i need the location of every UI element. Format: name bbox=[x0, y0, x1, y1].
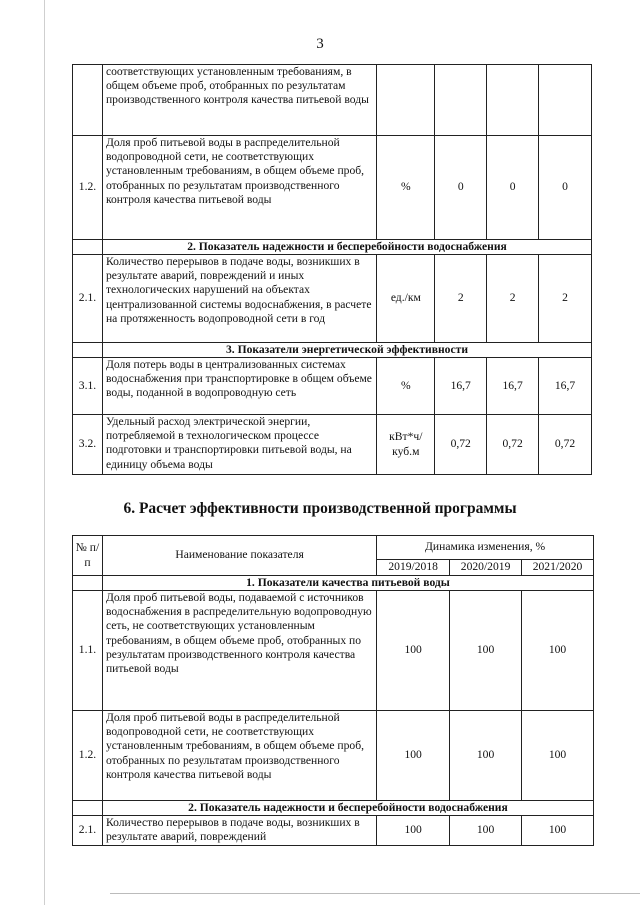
value-cell: 0,72 bbox=[487, 415, 539, 475]
value-cell: 100 bbox=[450, 591, 522, 711]
value-cell bbox=[487, 65, 539, 136]
header-dynamics: Динамика изменения, % bbox=[377, 536, 594, 560]
unit-cell bbox=[377, 65, 435, 136]
indicator-name: Доля проб питьевой воды, подаваемой с источников водоснабжения в распределительную водопроводную сеть, не соответствующих установленным требованиям, в общем объеме проб, отобранных по результатам производственного контроля качества питьевой воды bbox=[102, 591, 376, 711]
value-cell: 100 bbox=[522, 711, 594, 801]
table-row bbox=[73, 816, 594, 846]
value-cell: 16,7 bbox=[539, 358, 592, 415]
row-number: 3.2. bbox=[73, 415, 103, 475]
value-cell: 16,7 bbox=[487, 358, 539, 415]
table-row bbox=[73, 65, 592, 136]
value-cell: 100 bbox=[377, 816, 450, 846]
table-row bbox=[73, 358, 592, 415]
value-cell: 2 bbox=[539, 255, 592, 343]
value-cell: 100 bbox=[377, 591, 450, 711]
row-number: 2.1. bbox=[73, 255, 103, 343]
header-number: № п/п bbox=[73, 536, 103, 576]
value-cell: 100 bbox=[522, 591, 594, 711]
value-cell: 2 bbox=[487, 255, 539, 343]
value-cell: 0 bbox=[539, 136, 592, 240]
value-cell: 0,72 bbox=[539, 415, 592, 475]
efficiency-table bbox=[72, 535, 594, 846]
indicator-name: соответствующих установленным требованиям, в общем объеме проб, отобранных по результатам производственного контроля качества питьевой воды bbox=[102, 65, 376, 136]
header-period: 2019/2018 bbox=[377, 560, 450, 576]
table-row bbox=[73, 591, 594, 711]
indicator-name: Доля проб питьевой воды в распределительной водопроводной сети, не соответствующих установленным требованиям, в общем объеме проб, отобранных по результатам производственного контроля качества питьевой воды bbox=[102, 136, 376, 240]
row-number: 1.1. bbox=[73, 591, 103, 711]
unit-cell: % bbox=[377, 358, 435, 415]
header-period: 2021/2020 bbox=[522, 560, 594, 576]
section-title: 2. Показатель надежности и бесперебойности водоснабжения bbox=[102, 801, 593, 816]
value-cell: 16,7 bbox=[435, 358, 487, 415]
scan-edge-line bbox=[44, 0, 45, 905]
value-cell bbox=[435, 65, 487, 136]
unit-cell: ед./км bbox=[377, 255, 435, 343]
value-cell: 100 bbox=[450, 816, 522, 846]
table-row bbox=[73, 415, 592, 475]
unit-cell: % bbox=[377, 136, 435, 240]
value-cell: 100 bbox=[377, 711, 450, 801]
section-row bbox=[73, 576, 594, 591]
row-number: 1.2. bbox=[73, 711, 103, 801]
page-number: 3 bbox=[316, 36, 324, 52]
indicator-name: Удельный расход электрической энергии, потребляемой в технологическом процессе подготовки и транспортировки питьевой воды, на единицу объема воды bbox=[102, 415, 376, 475]
indicator-name: Доля потерь воды в централизованных системах водоснабжения при транспортировке в общем объеме воды, поданной в водопроводную сеть bbox=[102, 358, 376, 415]
value-cell bbox=[539, 65, 592, 136]
section-title: 2. Показатель надежности и бесперебойности водоснабжения bbox=[102, 240, 591, 255]
table-row bbox=[73, 136, 592, 240]
row-number: 1.2. bbox=[73, 136, 103, 240]
value-cell: 0,72 bbox=[435, 415, 487, 475]
header-period: 2020/2019 bbox=[450, 560, 522, 576]
header-row bbox=[73, 536, 594, 560]
value-cell: 2 bbox=[435, 255, 487, 343]
section-row bbox=[73, 240, 592, 255]
value-cell: 0 bbox=[435, 136, 487, 240]
indicators-table bbox=[72, 64, 592, 475]
row-number: 3.1. bbox=[73, 358, 103, 415]
unit-cell: кВт*ч/ куб.м bbox=[377, 415, 435, 475]
section-title: 3. Показатели энергетической эффективности bbox=[102, 343, 591, 358]
row-number bbox=[73, 65, 103, 136]
value-cell: 100 bbox=[450, 711, 522, 801]
row-number: 2.1. bbox=[73, 816, 103, 846]
indicator-name: Доля проб питьевой воды в распределительной водопроводной сети, не соответствующих установленным требованиям, в общем объеме проб, отобранных по результатам производственного контроля качества питьевой воды bbox=[102, 711, 376, 801]
table-row bbox=[73, 711, 594, 801]
value-cell: 100 bbox=[522, 816, 594, 846]
header-indicator-name: Наименование показателя bbox=[102, 536, 376, 576]
indicator-name: Количество перерывов в подаче воды, возникших в результате аварий, повреждений и иных технологических нарушений на объектах централизованной системы водоснабжения, в расчете на протяженность водопроводной сети в год bbox=[102, 255, 376, 343]
value-cell: 0 bbox=[487, 136, 539, 240]
section-row bbox=[73, 801, 594, 816]
section-row bbox=[73, 343, 592, 358]
section-heading: 6. Расчет эффективности производственной программы bbox=[123, 500, 517, 517]
section-title: 1. Показатели качества питьевой воды bbox=[102, 576, 593, 591]
table-row bbox=[73, 255, 592, 343]
indicator-name: Количество перерывов в подаче воды, возникших в результате аварий, повреждений bbox=[102, 816, 376, 846]
page-bottom-edge bbox=[110, 893, 640, 894]
